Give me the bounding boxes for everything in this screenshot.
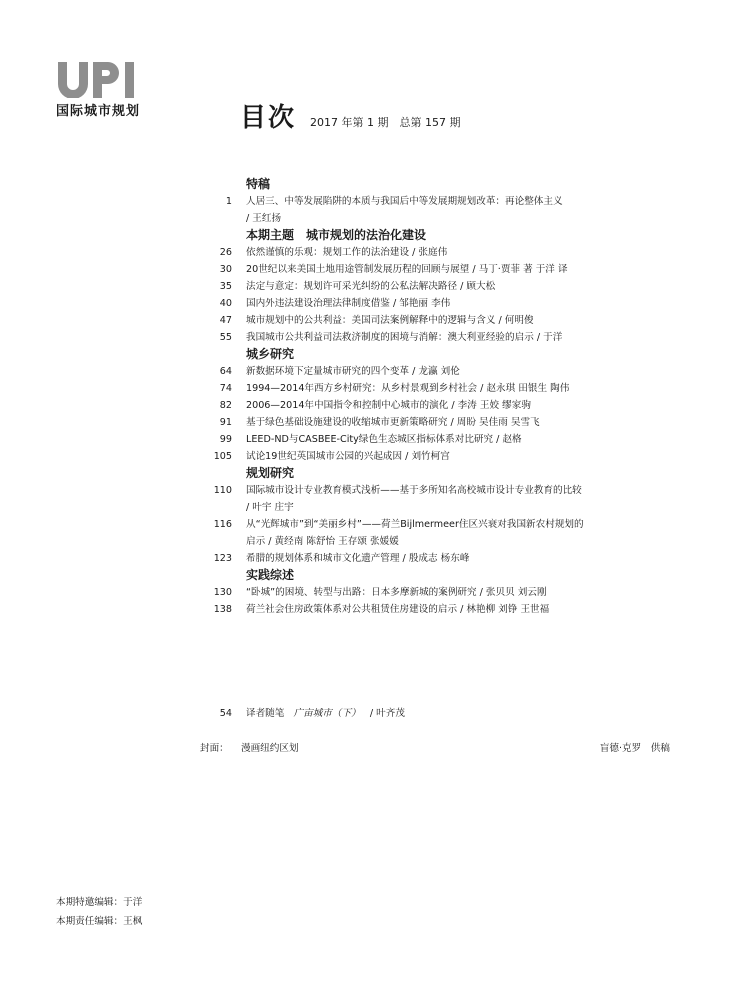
page-number: 64 <box>219 366 232 377</box>
toc-entry[interactable] <box>200 431 700 448</box>
logo-subtitle: 国际城市规划 <box>56 104 141 119</box>
toc-entry[interactable] <box>200 363 700 380</box>
entry-title: 人居三、中等发展陷阱的本质与我国后中等发展期规划改革：再论整体主义 <box>246 196 563 207</box>
section-title: 实践综述 <box>246 568 295 582</box>
page-number: 138 <box>213 604 232 615</box>
section-title: 特稿 <box>246 177 271 191</box>
page-number: 105 <box>213 451 232 462</box>
page-number: 1 <box>225 196 232 207</box>
toc-entry[interactable] <box>200 397 700 414</box>
toc-entry[interactable] <box>200 448 700 465</box>
page-number: 99 <box>219 434 232 445</box>
entry-title: 国际城市设计专业教育模式浅析——基于多所知名高校城市设计专业教育的比较 <box>246 485 582 496</box>
page-title: 目次 <box>240 103 297 133</box>
cover-credit <box>200 740 670 754</box>
cover-label: 封面： <box>200 743 229 754</box>
entry-title: “卧城”的困境、转型与出路：日本多摩新城的案例研究 / 张贝贝 刘云刚 <box>246 587 547 598</box>
toc-entry[interactable] <box>200 482 700 499</box>
entry-title: 法定与意定：规划许可采光纠纷的公私法解决路径 / 顾大松 <box>246 281 496 292</box>
entry-title: 荷兰社会住房政策体系对公共租赁住房建设的启示 / 林艳柳 刘铮 王世福 <box>246 604 550 615</box>
entry-title: 从“光辉城市”到“美丽乡村”——荷兰Bijlmermeer住区兴衰对我国新农村规划的 <box>246 519 584 530</box>
note-author: / 叶齐茂 <box>369 708 405 719</box>
page-number: 91 <box>219 417 232 428</box>
entry-title: 1994—2014年西方乡村研究：从乡村景观到乡村社会 / 赵永琪 田银生 陶伟 <box>246 383 570 394</box>
page-number: 123 <box>213 553 232 564</box>
toc-heading <box>240 97 461 134</box>
entry-title: 试论19世纪英国城市公园的兴起成因 / 刘竹柯宫 <box>246 451 450 462</box>
toc-entry[interactable] <box>200 550 700 567</box>
page-number: 54 <box>219 708 232 719</box>
cover-source: 盲德·克罗 供稿 <box>599 743 670 754</box>
section-title: 城乡研究 <box>246 347 295 361</box>
upi-logo-mark <box>56 62 146 98</box>
toc-entry[interactable] <box>200 380 700 397</box>
entry-title: 国内外违法建设治理法律制度借鉴 / 邹艳丽 李伟 <box>246 298 451 309</box>
page-number: 47 <box>219 315 232 326</box>
section-title: 本期主题 城市规划的法治化建设 <box>246 228 427 242</box>
section-title: 规划研究 <box>246 466 295 480</box>
entry-title: 20世纪以来美国土地用途管制发展历程的回顾与展望 / 马丁·贾菲 著 于洋 译 <box>246 264 568 275</box>
table-of-contents <box>200 176 700 618</box>
note-subject: 广亩城市（下） <box>293 708 361 719</box>
page-number: 74 <box>219 383 232 394</box>
entry-title: 新数据环境下定量城市研究的四个变革 / 龙瀛 刘伦 <box>246 366 460 377</box>
page-number: 30 <box>219 264 232 275</box>
toc-entry[interactable] <box>200 295 700 312</box>
toc-entry[interactable] <box>200 261 700 278</box>
toc-entry[interactable] <box>200 329 700 346</box>
guest-editor: 本期特邀编辑：于洋 <box>56 897 143 908</box>
page-number: 26 <box>219 247 232 258</box>
entry-title: 城市规划中的公共利益：美国司法案例解释中的逻辑与含义 / 何明俊 <box>246 315 534 326</box>
page-number: 82 <box>219 400 232 411</box>
issue-info: 2017 年第 1 期 总第 157 期 <box>310 116 461 129</box>
entry-title: 基于绿色基础设施建设的收缩城市更新策略研究 / 周盼 吴佳雨 吴雪飞 <box>246 417 540 428</box>
entry-title: 我国城市公共利益司法救济制度的困境与消解：澳大利亚经验的启示 / 于洋 <box>246 332 563 343</box>
toc-entry[interactable] <box>200 193 700 210</box>
entry-continuation: / 叶宇 庄宇 <box>246 502 294 513</box>
toc-entry[interactable] <box>200 601 700 618</box>
journal-logo <box>56 62 156 119</box>
entry-title: 2006—2014年中国指令和控制中心城市的演化 / 李涛 王姣 缪家驹 <box>246 400 531 411</box>
editor-credits <box>56 893 142 931</box>
page-number: 40 <box>219 298 232 309</box>
toc-entry[interactable] <box>200 278 700 295</box>
entry-title: LEED-ND与CASBEE-City绿色生态城区指标体系对比研究 / 赵格 <box>246 434 522 445</box>
note-prefix: 译者随笔 <box>246 708 285 719</box>
entry-title: 依然谨慎的乐观：规划工作的法治建设 / 张庭伟 <box>246 247 448 258</box>
page-number: 130 <box>213 587 232 598</box>
entry-continuation: 启示 / 黄经南 陈舒怡 王存颂 张媛媛 <box>246 536 399 547</box>
page-number: 55 <box>219 332 232 343</box>
toc-entry[interactable] <box>200 584 700 601</box>
translator-note[interactable] <box>200 705 405 722</box>
entry-title: 希腊的规划体系和城市文化遗产管理 / 殷成志 杨东峰 <box>246 553 470 564</box>
entry-continuation: / 王红扬 <box>246 213 282 224</box>
responsible-editor: 本期责任编辑：王枫 <box>56 916 143 927</box>
cover-text: 漫画纽约区划 <box>240 743 299 754</box>
page-number: 110 <box>213 485 232 496</box>
toc-entry[interactable] <box>200 414 700 431</box>
page-number: 116 <box>213 519 232 530</box>
toc-entry[interactable] <box>200 244 700 261</box>
toc-entry[interactable] <box>200 312 700 329</box>
page-number: 35 <box>219 281 232 292</box>
toc-entry[interactable] <box>200 516 700 533</box>
